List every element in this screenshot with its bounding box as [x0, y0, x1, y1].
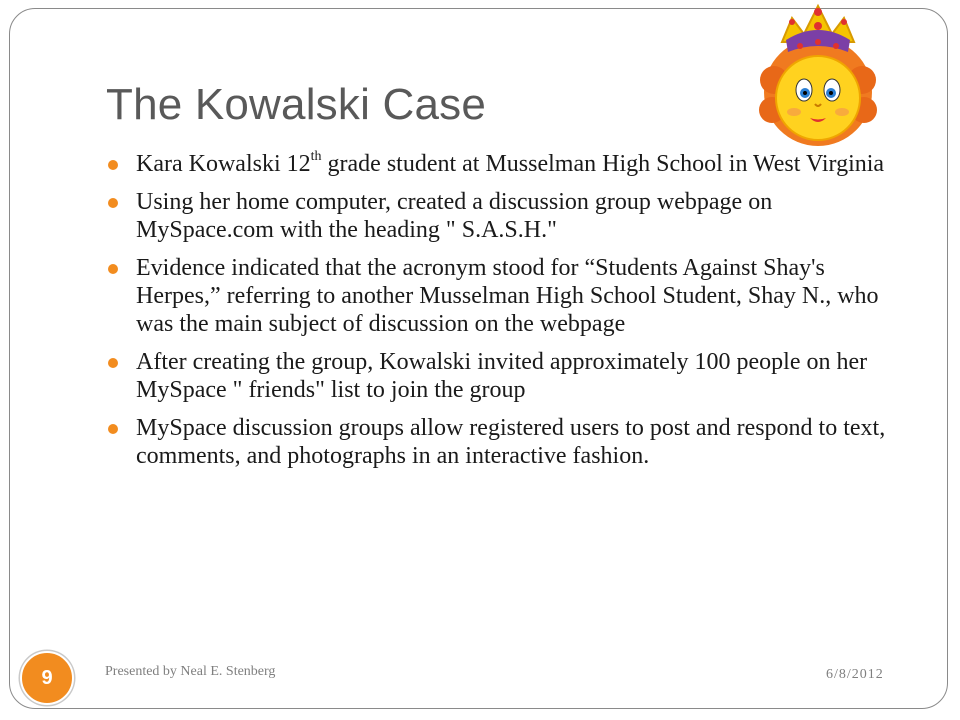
- bullet-dot-icon: [108, 424, 118, 434]
- slide-title: The Kowalski Case: [106, 80, 486, 129]
- bullet-list: [106, 150, 886, 480]
- slide-number-badge: 9: [20, 651, 74, 705]
- princess-face-icon: [752, 0, 884, 150]
- bullet-item-2: Using her home computer, created a discussion group webpage on MySpace.com with the heading " S.A.S.H.": [106, 188, 886, 244]
- bullet-dot-icon: [108, 160, 118, 170]
- bullet-item-1: Kara Kowalski 12th grade student at Musselman High School in West Virginia: [106, 150, 886, 178]
- presenter-footer: Presented by Neal E. Stenberg: [105, 664, 276, 679]
- bullet-item-4: After creating the group, Kowalski invited approximately 100 people on her MySpace " friends" list to join the group: [106, 348, 886, 404]
- bullet-dot-icon: [108, 198, 118, 208]
- bullet-item-3: Evidence indicated that the acronym stood for “Students Against Shay's Herpes,” referring to another Musselman High School Student, Shay N., who was the main subject of discussion on the webpage: [106, 254, 886, 338]
- bullet-item-5: MySpace discussion groups allow registered users to post and respond to text, comments, and photographs in an interactive fashion.: [106, 414, 886, 470]
- bullet-dot-icon: [108, 358, 118, 368]
- date-footer: 6/8/2012: [826, 667, 884, 682]
- bullet-dot-icon: [108, 264, 118, 274]
